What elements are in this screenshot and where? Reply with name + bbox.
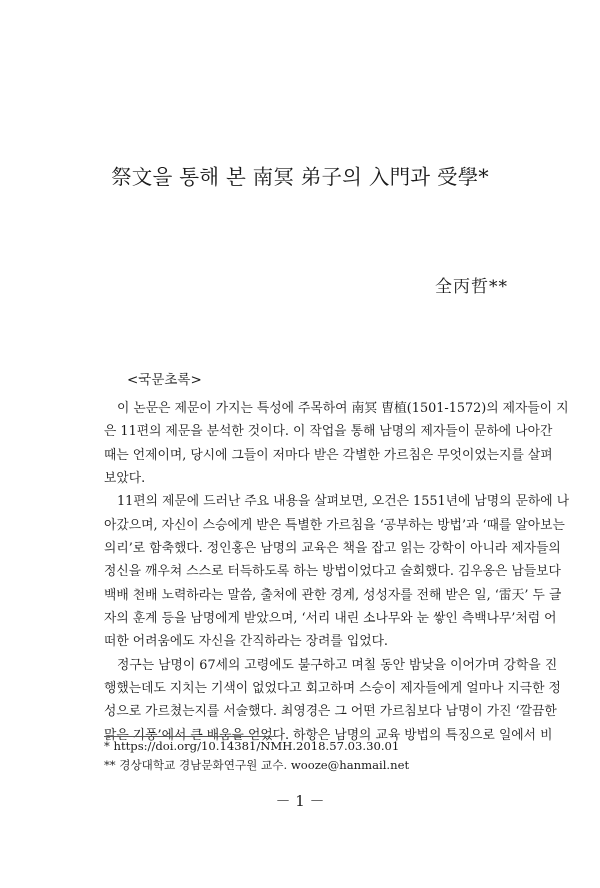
footnote-divider	[104, 736, 274, 737]
abstract-line: 정신을 깨우쳐 스스로 터득하도록 하는 방법이었다고 술회했다. 김우옹은 남들보다	[104, 564, 561, 580]
page-number: － 1 －	[275, 792, 325, 810]
abstract-heading: <국문초록>	[127, 372, 202, 388]
abstract-line: 백배 천배 노력하라는 말씀, 출처에 관한 경계, 성성자를 전해 받은 일, ‘雷天’ 두 글	[104, 587, 562, 603]
abstract-line: 맑은 기풍’에서 큰 배움을 얻었다. 하항은 남명의 교육 방법의 특징으로 일에서 비	[104, 727, 553, 743]
abstract-line: 아갔으며, 자신이 스승에게 받은 특별한 가르침을 ‘공부하는 방법’과 ‘때를 알아보는	[104, 517, 565, 533]
abstract-line: 정구는 남명이 67세의 고령에도 불구하고 며칠 동안 밤낮을 이어가며 강학을 진	[117, 657, 558, 673]
abstract-line: 때는 언제이며, 당시에 그들이 저마다 받은 각별한 가르침은 무엇이었는지를 살펴	[104, 447, 553, 463]
abstract-line: 의리’로 함축했다. 정인홍은 남명의 교육은 책을 잡고 읽는 강학이 아니라 제자들의	[104, 541, 561, 557]
abstract-line: 떠한 어려움에도 자신을 간직하라는 장려를 입었다.	[104, 634, 389, 650]
abstract-line: 은 11편의 제문을 분석한 것이다. 이 작업을 통해 남명의 제자들이 문하에 나아간	[104, 424, 553, 440]
abstract-body	[104, 397, 570, 747]
abstract-line: 보았다.	[104, 471, 146, 487]
paper-title: 祭文을 통해 본 南冥 弟子의 入門과 受學*	[111, 165, 489, 189]
abstract-line: 자의 훈계 등을 남명에게 받았으며, ‘서리 내린 소나무와 눈 쌓인 측백나무’처럼 어	[104, 611, 557, 627]
abstract-line: 11편의 제문에 드러난 주요 내용을 살펴보면, 오건은 1551년에 남명의 문하에 나	[117, 494, 570, 510]
author-name: 全丙哲**	[435, 277, 508, 297]
abstract-line: 이 논문은 제문이 가지는 특성에 주목하여 南冥 曺植(1501-1572)의 제자들이 지	[117, 401, 569, 416]
footnote-affiliation: ** 경상대학교 경남문화연구원 교수. wooze@hanmail.net	[104, 758, 410, 772]
footnote-doi: * https://doi.org/10.14381/NMH.2018.57.03.30.01	[104, 739, 400, 753]
abstract-line: 성으로 가르쳤는지를 서술했다. 최영경은 그 어떤 가르침보다 남명이 가진 ‘깔끔한	[104, 704, 557, 720]
abstract-line: 행했는데도 지치는 기색이 없었다고 회고하며 스승이 제자들에게 얼마나 지극한 정	[104, 681, 561, 697]
